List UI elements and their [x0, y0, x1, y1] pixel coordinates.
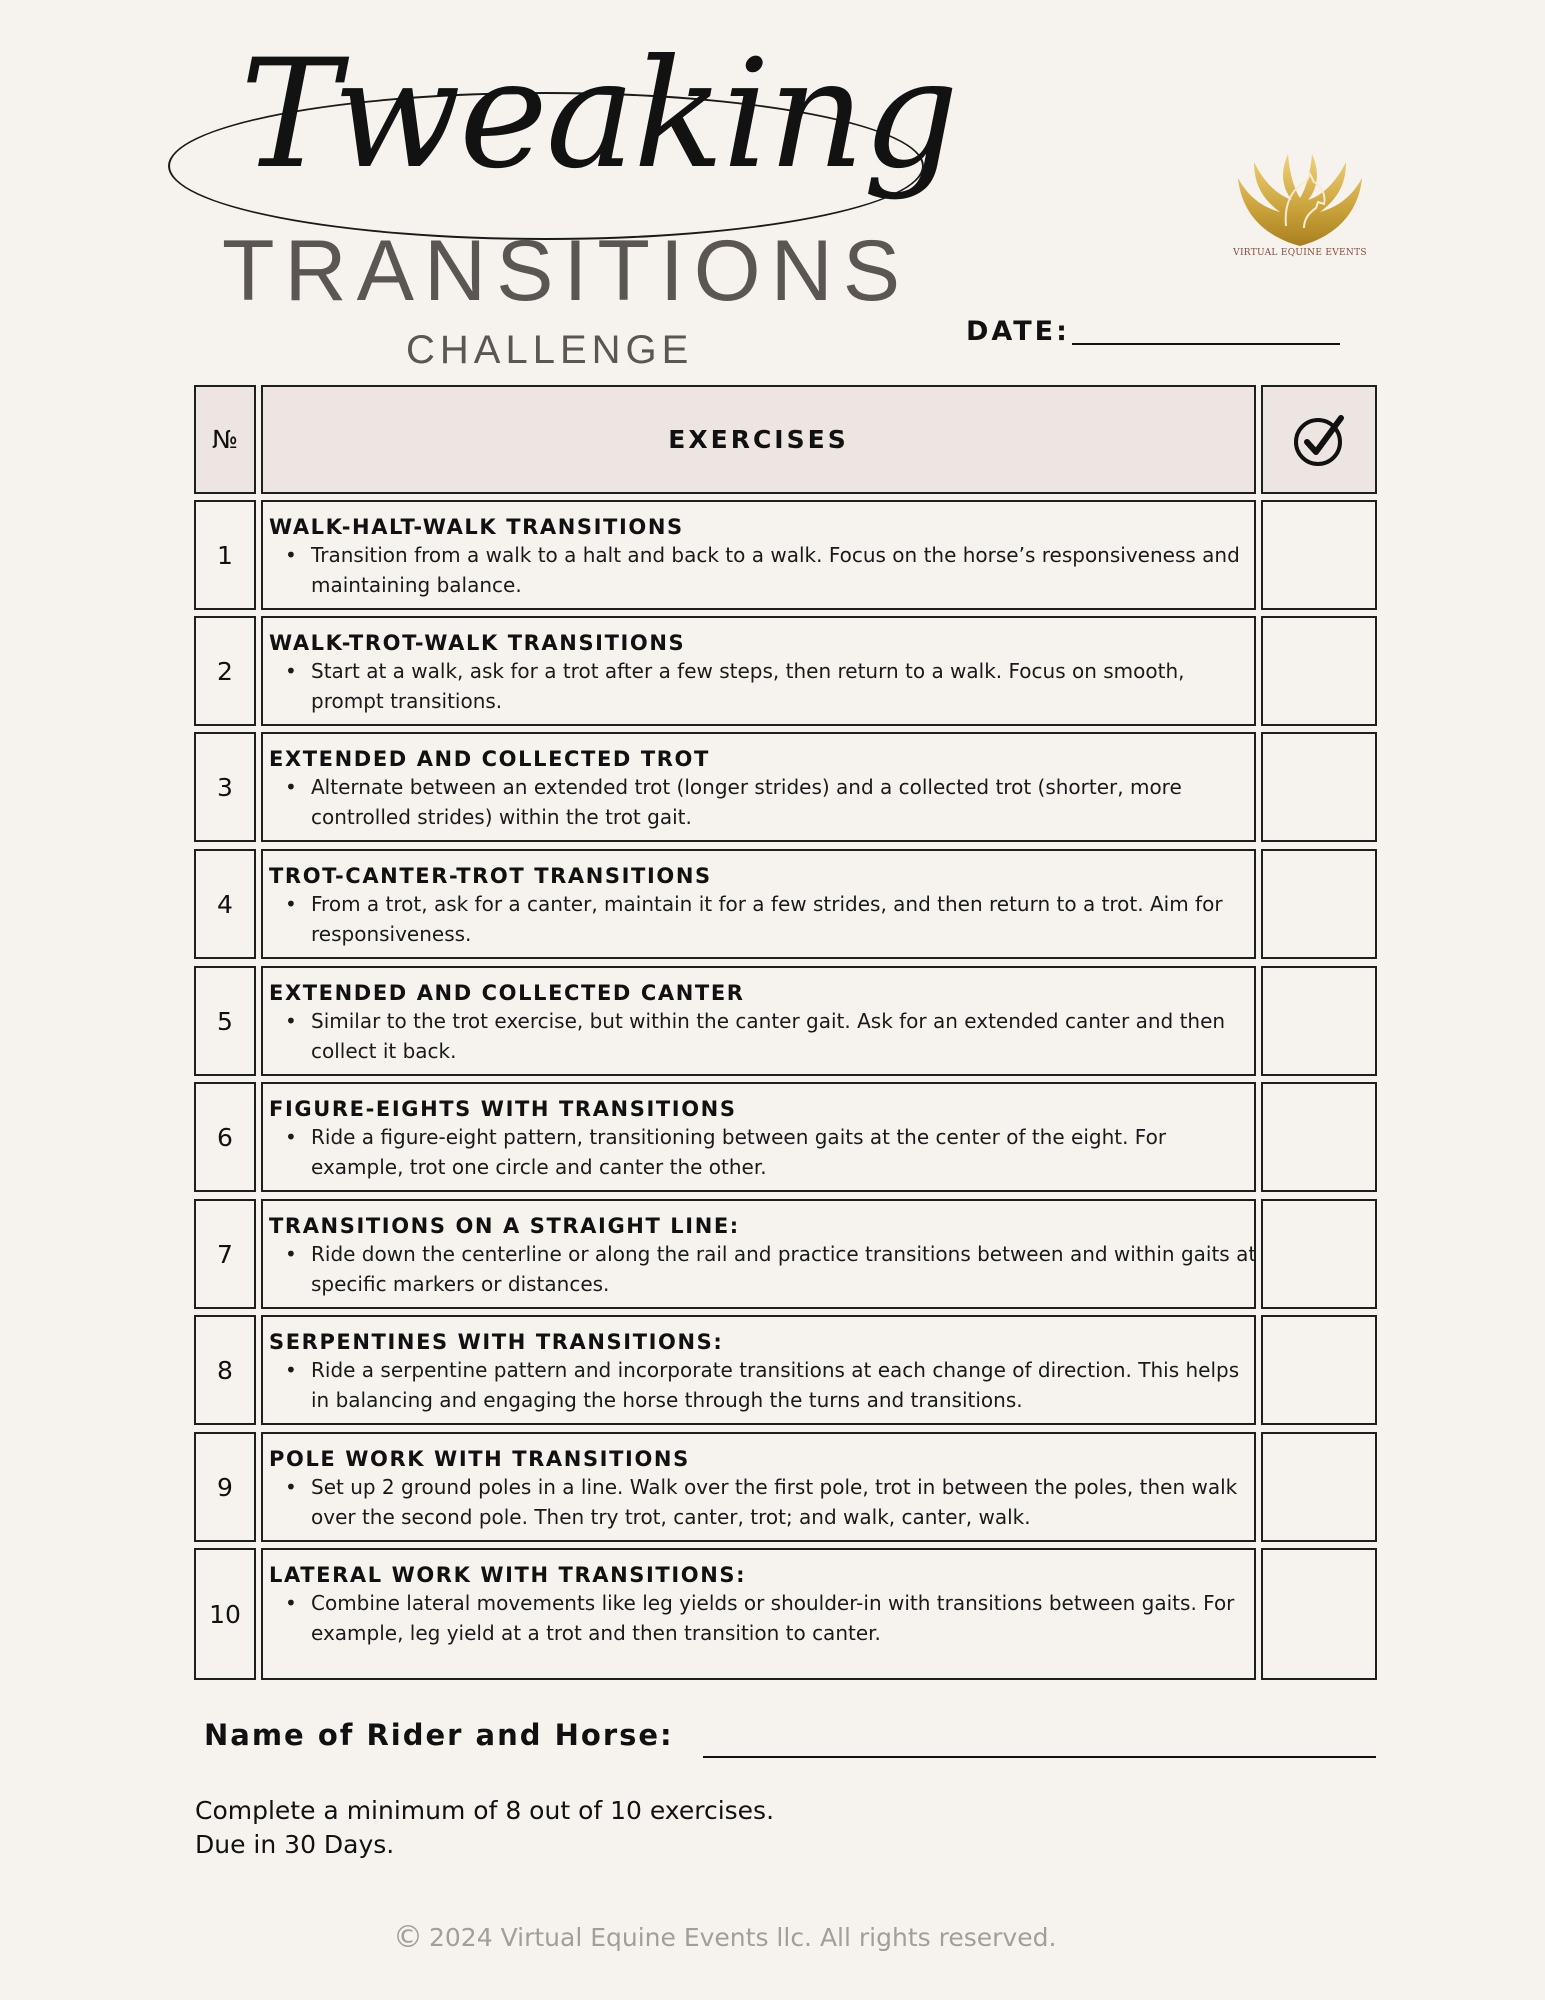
exercise-title: POLE WORK WITH TRANSITIONS [269, 1447, 690, 1471]
exercise-title: TROT-CANTER-TROT TRANSITIONS [269, 864, 712, 888]
completion-checkbox[interactable] [1261, 966, 1377, 1076]
exercise-title: FIGURE-EIGHTS WITH TRANSITIONS [269, 1097, 737, 1121]
exercise-cell [261, 849, 1256, 959]
row-number: 10 [194, 1548, 256, 1680]
completion-checkbox[interactable] [1261, 1432, 1377, 1542]
exercise-title: WALK-HALT-WALK TRANSITIONS [269, 515, 684, 539]
exercise-description [269, 889, 1259, 949]
row-number: 8 [194, 1315, 256, 1425]
rider-horse-field-line[interactable] [703, 1756, 1376, 1758]
exercise-title: EXTENDED AND COLLECTED CANTER [269, 981, 745, 1005]
number-column-header [194, 385, 256, 494]
row-number: 3 [194, 732, 256, 842]
copyright-icon: © [393, 1920, 423, 1955]
logo-text: VIRTUAL EQUINE EVENTS [1233, 248, 1367, 258]
exercise-cell [261, 732, 1256, 842]
bullet-icon: • [285, 1475, 297, 1499]
row-number: 1 [194, 500, 256, 610]
script-title: Tweaking [240, 28, 957, 202]
requirement-note: Complete a minimum of 8 out of 10 exercises. [195, 1796, 775, 1825]
row-number: 5 [194, 966, 256, 1076]
exercise-description-text: Ride a figure-eight pattern, transitioning between gaits at the center of the eight. For example, trot one circle and canter the other. [311, 1125, 1167, 1179]
bullet-icon: • [285, 1242, 297, 1266]
main-title: TRANSITIONS [222, 223, 911, 319]
completion-checkbox[interactable] [1261, 1199, 1377, 1309]
row-number: 4 [194, 849, 256, 959]
exercise-description-text: Ride a serpentine pattern and incorporate transitions at each change of direction. This helps in balancing and engaging the horse through the turns and transitions. [311, 1358, 1240, 1412]
bullet-icon: • [285, 775, 297, 799]
completion-checkbox[interactable] [1261, 732, 1377, 842]
exercise-title: LATERAL WORK WITH TRANSITIONS: [269, 1563, 747, 1587]
exercise-description [269, 1122, 1259, 1182]
exercise-cell [261, 966, 1256, 1076]
exercise-description [269, 772, 1259, 832]
copyright-footer [393, 1920, 1056, 1955]
exercise-description [269, 1006, 1259, 1066]
exercise-cell [261, 1199, 1256, 1309]
subtitle: CHALLENGE [406, 328, 694, 372]
exercise-title: WALK-TROT-WALK TRANSITIONS [269, 631, 686, 655]
date-field-line[interactable] [1072, 343, 1340, 345]
exercise-cell [261, 616, 1256, 726]
completion-checkbox[interactable] [1261, 616, 1377, 726]
completion-checkbox[interactable] [1261, 500, 1377, 610]
exercise-description-text: Similar to the trot exercise, but within the canter gait. Ask for an extended canter and then collect it back. [311, 1009, 1226, 1063]
exercise-description [269, 1472, 1259, 1532]
exercise-description-text: Combine lateral movements like leg yields or shoulder-in with transitions between gaits. For example, leg yield at a trot and then transition to canter. [311, 1591, 1235, 1645]
exercise-description-text: Alternate between an extended trot (longer strides) and a collected trot (shorter, more controlled strides) within the trot gait. [311, 775, 1182, 829]
row-number: 7 [194, 1199, 256, 1309]
completion-checkbox[interactable] [1261, 849, 1377, 959]
exercise-description [269, 540, 1259, 600]
exercise-cell [261, 500, 1256, 610]
completion-checkbox[interactable] [1261, 1082, 1377, 1192]
exercises-column-label: EXERCISES [668, 425, 849, 454]
bullet-icon: • [285, 892, 297, 916]
exercise-description [269, 1239, 1259, 1299]
exercise-description-text: From a trot, ask for a canter, maintain it for a few strides, and then return to a trot. Aim for responsiveness. [311, 892, 1223, 946]
exercise-cell [261, 1432, 1256, 1542]
bullet-icon: • [285, 543, 297, 567]
exercise-description-text: Start at a walk, ask for a trot after a few steps, then return to a walk. Focus on smooth, prompt transitions. [311, 659, 1185, 713]
bullet-icon: • [285, 1591, 297, 1615]
exercise-cell [261, 1082, 1256, 1192]
exercise-description [269, 656, 1259, 716]
exercise-description-text: Transition from a walk to a halt and back to a walk. Focus on the horse’s responsiveness and maintaining balance. [311, 543, 1240, 597]
row-number: 6 [194, 1082, 256, 1192]
completion-checkbox[interactable] [1261, 1548, 1377, 1680]
exercise-cell [261, 1548, 1256, 1680]
bullet-icon: • [285, 659, 297, 683]
date-label: DATE: [966, 316, 1070, 347]
copyright-text: 2024 Virtual Equine Events llc. All rights reserved. [429, 1923, 1057, 1952]
exercise-description-text: Set up 2 ground poles in a line. Walk over the first pole, trot in between the poles, then walk over the second pole. Then try trot, canter, trot; and walk, canter, walk. [311, 1475, 1238, 1529]
completion-checkbox[interactable] [1261, 1315, 1377, 1425]
check-column-header [1261, 385, 1377, 494]
number-column-label: № [211, 425, 238, 454]
row-number: 9 [194, 1432, 256, 1542]
exercise-cell [261, 1315, 1256, 1425]
exercise-description-text: Ride down the centerline or along the rail and practice transitions between and within gaits at specific markers or distances. [311, 1242, 1257, 1296]
exercise-title: SERPENTINES WITH TRANSITIONS: [269, 1330, 724, 1354]
exercises-column-header [261, 385, 1256, 494]
row-number: 2 [194, 616, 256, 726]
bullet-icon: • [285, 1358, 297, 1382]
exercise-title: EXTENDED AND COLLECTED TROT [269, 747, 710, 771]
exercise-description [269, 1588, 1259, 1648]
exercise-description [269, 1355, 1259, 1415]
rider-horse-label: Name of Rider and Horse: [204, 1718, 674, 1752]
check-circle-icon [1291, 412, 1347, 468]
exercise-title: TRANSITIONS ON A STRAIGHT LINE: [269, 1214, 740, 1238]
bullet-icon: • [285, 1125, 297, 1149]
bullet-icon: • [285, 1009, 297, 1033]
due-date-note: Due in 30 Days. [195, 1830, 395, 1859]
